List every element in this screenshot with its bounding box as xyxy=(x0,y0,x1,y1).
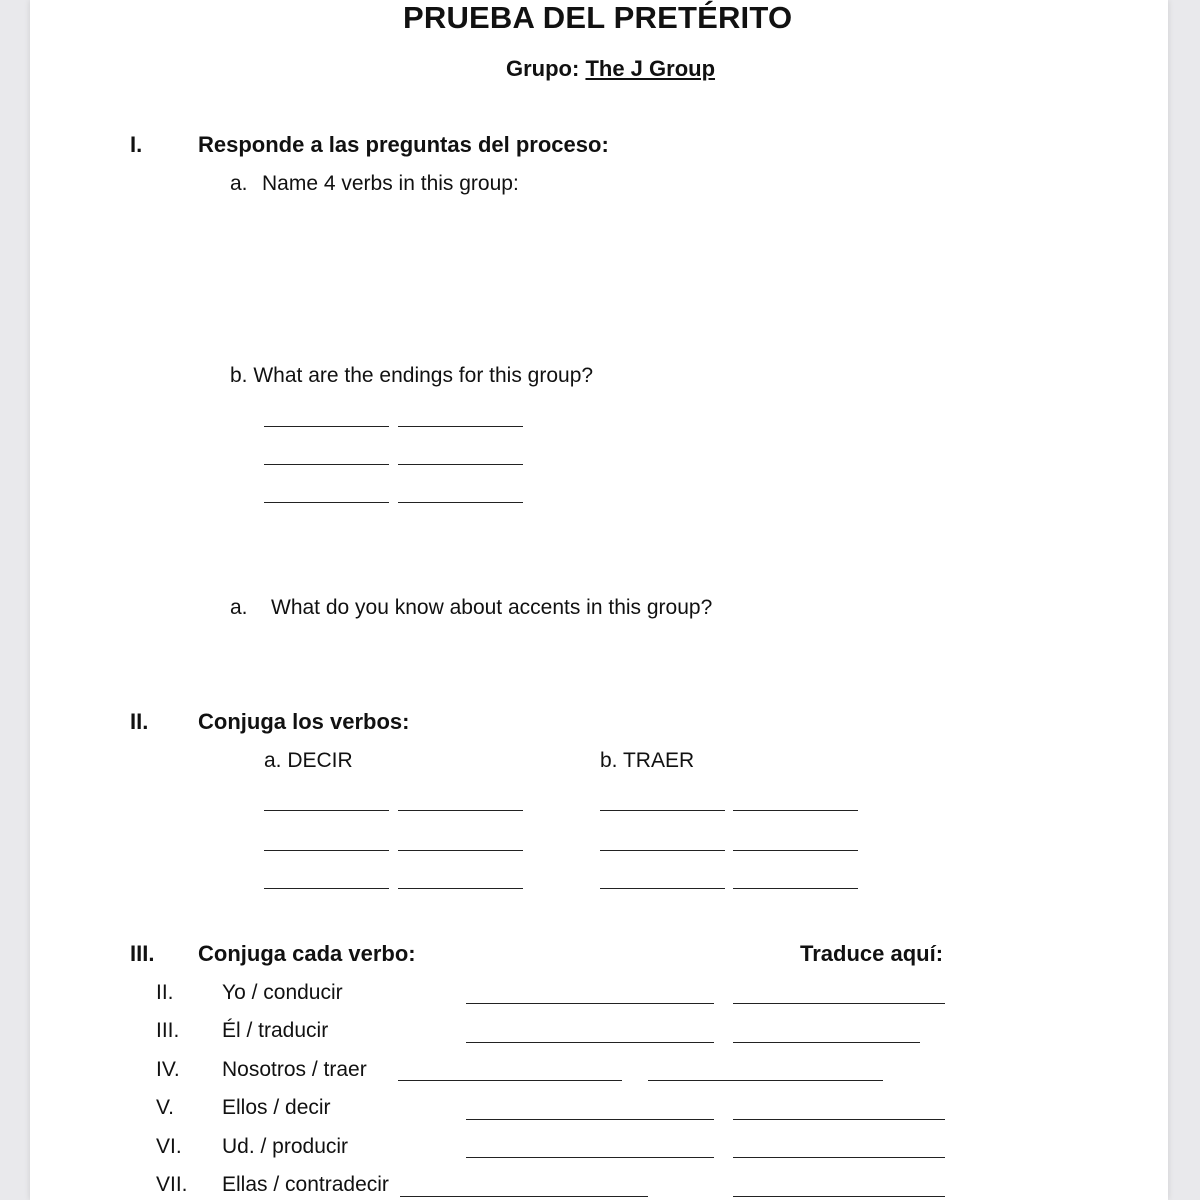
decir-blank[interactable] xyxy=(264,850,389,851)
item-prompt: Él / traducir xyxy=(222,1019,329,1042)
conjugation-blank[interactable] xyxy=(398,1080,622,1081)
conjugation-blank[interactable] xyxy=(466,1003,714,1004)
ending-blank[interactable] xyxy=(398,502,523,503)
conjugation-blank[interactable] xyxy=(400,1196,648,1197)
decir-blank[interactable] xyxy=(264,888,389,889)
section-2-numeral: II. xyxy=(130,709,149,734)
page-title: PRUEBA DEL PRETÉRITO xyxy=(403,0,793,35)
traer-blank[interactable] xyxy=(733,850,858,851)
translation-blank[interactable] xyxy=(733,1196,945,1197)
section-1-numeral: I. xyxy=(130,132,143,157)
item-numeral: V. xyxy=(156,1096,174,1119)
item-prompt: Nosotros / traer xyxy=(222,1058,367,1081)
translation-blank[interactable] xyxy=(648,1080,883,1081)
item-prompt: Ellas / contradecir xyxy=(222,1173,389,1196)
group-label: Grupo: xyxy=(506,56,580,81)
conjugation-blank[interactable] xyxy=(466,1042,714,1043)
question-c-marker: a. xyxy=(230,596,248,619)
traer-blank[interactable] xyxy=(733,888,858,889)
translate-heading: Traduce aquí: xyxy=(800,941,944,966)
traer-blank[interactable] xyxy=(733,810,858,811)
traer-blank[interactable] xyxy=(600,850,725,851)
section-1-heading: Responde a las preguntas del proceso: xyxy=(198,132,609,157)
conjugation-blank[interactable] xyxy=(466,1119,714,1120)
group-value: The J Group xyxy=(585,56,716,81)
section-3-numeral: III. xyxy=(130,941,155,966)
translation-blank[interactable] xyxy=(733,1042,920,1043)
translation-blank[interactable] xyxy=(733,1157,945,1158)
decir-blank[interactable] xyxy=(398,810,523,811)
decir-blank[interactable] xyxy=(264,810,389,811)
ending-blank[interactable] xyxy=(398,426,523,427)
decir-blank[interactable] xyxy=(398,850,523,851)
item-prompt: Ud. / producir xyxy=(222,1135,349,1158)
translation-blank[interactable] xyxy=(733,1003,945,1004)
traer-blank[interactable] xyxy=(600,810,725,811)
item-numeral: II. xyxy=(156,981,174,1004)
decir-blank[interactable] xyxy=(398,888,523,889)
item-numeral: VI. xyxy=(156,1135,182,1158)
item-numeral: VII. xyxy=(156,1173,188,1196)
ending-blank[interactable] xyxy=(264,464,389,465)
question-a-marker: a. xyxy=(230,172,248,195)
section-2-heading: Conjuga los verbos: xyxy=(198,709,410,734)
question-b-text: b. What are the endings for this group? xyxy=(230,364,594,387)
verb-a-label: a. DECIR xyxy=(264,749,353,772)
traer-blank[interactable] xyxy=(600,888,725,889)
item-prompt: Ellos / decir xyxy=(222,1096,331,1119)
ending-blank[interactable] xyxy=(264,426,389,427)
question-c-text: What do you know about accents in this group? xyxy=(271,596,713,619)
translation-blank[interactable] xyxy=(733,1119,945,1120)
item-numeral: III. xyxy=(156,1019,180,1042)
document-page xyxy=(30,0,1168,1200)
ending-blank[interactable] xyxy=(398,464,523,465)
section-3-heading: Conjuga cada verbo: xyxy=(198,941,416,966)
verb-b-label: b. TRAER xyxy=(600,749,695,772)
question-a-text: Name 4 verbs in this group: xyxy=(262,172,519,195)
ending-blank[interactable] xyxy=(264,502,389,503)
conjugation-blank[interactable] xyxy=(466,1157,714,1158)
item-numeral: IV. xyxy=(156,1058,180,1081)
item-prompt: Yo / conducir xyxy=(222,981,343,1004)
group-line xyxy=(506,56,715,82)
